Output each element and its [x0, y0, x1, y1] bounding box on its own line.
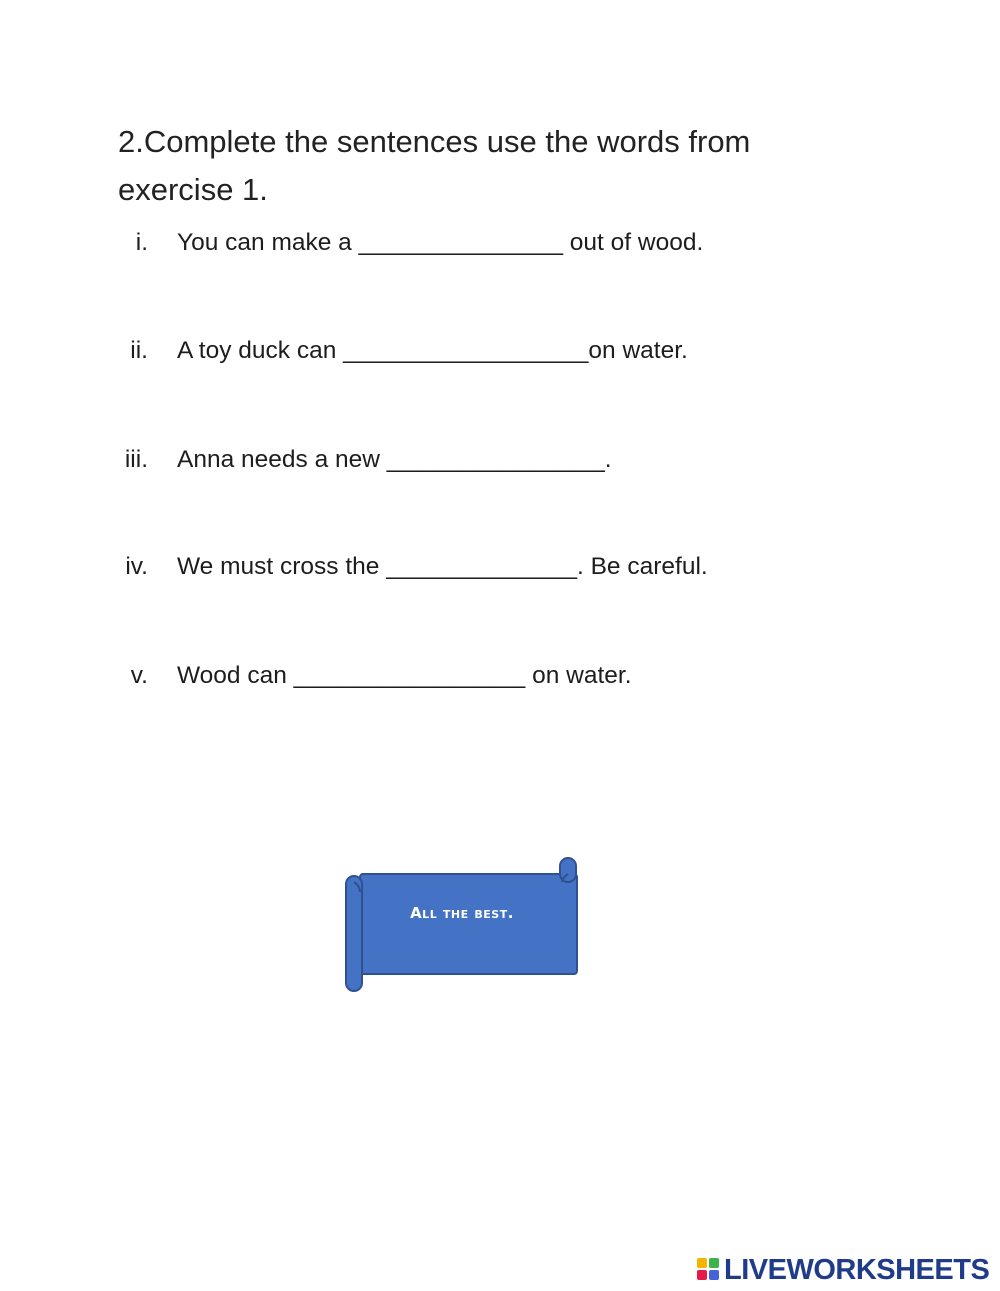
sentence-item-3: [100, 443, 860, 477]
sentence-item-5: [100, 659, 860, 693]
scroll-banner: [340, 852, 585, 997]
sentence-item-2: [100, 334, 860, 368]
logo-blocks-icon: [697, 1258, 721, 1282]
item-number: i.: [135, 229, 148, 256]
item-number: iv.: [125, 553, 148, 580]
item-text: A toy duck can __________________on water.: [177, 337, 688, 364]
exercise-heading: [118, 118, 838, 214]
liveworksheets-logo: [697, 1254, 997, 1286]
item-number: v.: [130, 662, 148, 689]
sentence-item-4: [100, 550, 860, 584]
heading-line-1: 2.Complete the sentences use the words from: [118, 124, 751, 159]
item-number: ii.: [130, 337, 148, 364]
sentence-item-1: [100, 226, 860, 260]
item-text: Anna needs a new ________________.: [177, 446, 612, 473]
scroll-shape: [340, 852, 585, 997]
item-text: You can make a _______________ out of wood.: [177, 229, 704, 256]
item-number: iii.: [124, 446, 148, 473]
banner-label: All the best.: [410, 904, 514, 922]
item-text: We must cross the ______________. Be careful.: [177, 553, 708, 580]
logo-text: LIVEWORKSHEETS: [724, 1254, 990, 1286]
heading-line-2: exercise 1.: [118, 172, 268, 207]
item-text: Wood can _________________ on water.: [177, 662, 632, 689]
